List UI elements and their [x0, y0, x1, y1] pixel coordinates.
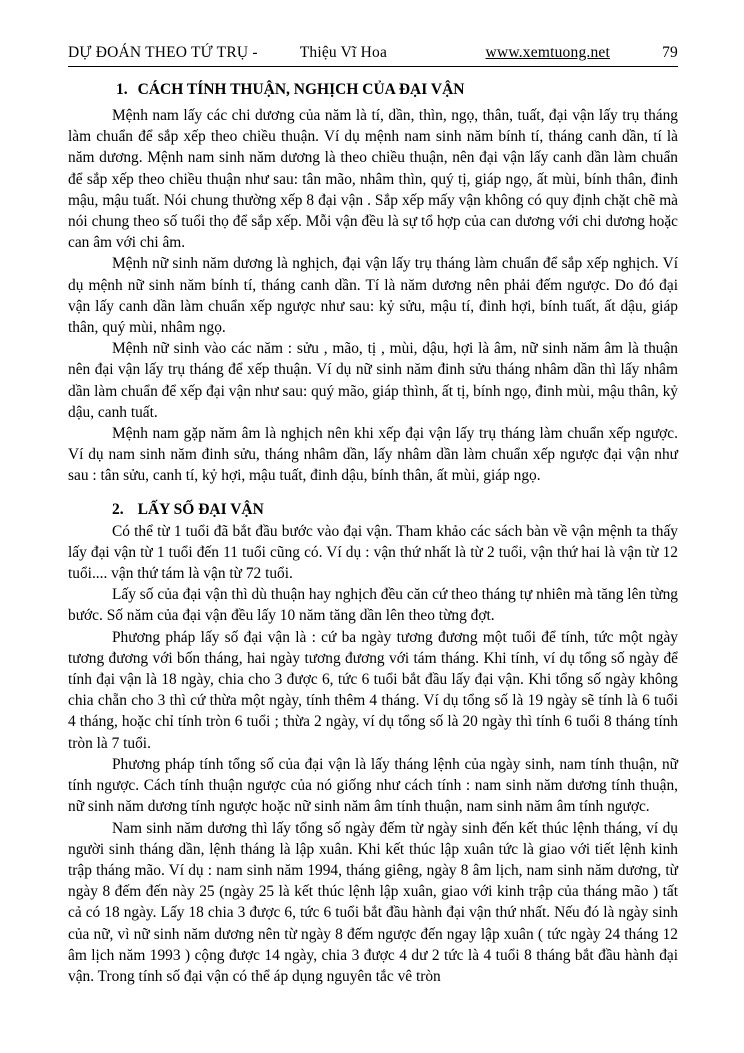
paragraph: Có thể từ 1 tuổi đã bắt đầu bước vào đại vận. Tham khảo các sách bàn về vận mệnh ta thấy lấy đại vận từ 1 tuổi đến 11 tuổi cũng có. Ví dụ : vận thứ nhất là từ 2 tuổi, vận thứ hai là vận từ 12 tuổi.... vận thứ tám là vận từ 72 tuổi. — [68, 522, 678, 583]
header-divider — [68, 66, 678, 67]
paragraph: Nam sinh năm dương thì lấy tổng số ngày đếm từ ngày sinh đến kết thúc lệnh tháng, ví dụ người sinh tháng dần, lệnh tháng là lập xuân. Khi kết thúc lập xuân tức là giao với tiết lệnh kinh trập tháng mão. Ví dụ : nam sinh năm 1994, tháng giêng, ngày 8 âm lịch, nam sinh năm dương, từ ngày 8 đếm đến này 25 (ngày 25 là kết thúc lệnh lập xuân, giao với kinh trập của tháng mão ) tất cả có 18 ngày. Lấy 18 chia 3 được 6, tức 6 tuổi bắt đầu hành đại vận thứ nhất. Nếu đó là ngày sinh của nữ, vì nữ sinh năm dương nên từ ngày 8 đếm ngược đến ngay lập xuân ( tức ngày 24 tháng 12 âm lịch năm 1993 ) cộng được 14 ngày, chia 3 được 4 dư 2 tức là 4 tuổi 8 tháng bắt đầu hành đại vận. Trong tính số đại vận có thể áp dụng nguyên tắc vê tròn — [68, 819, 678, 985]
section-2-title: LẤY SỐ ĐẠI VẬN — [137, 500, 264, 518]
paragraph: Mệnh nam lấy các chi dương của năm là tí, dần, thìn, ngọ, thân, tuất, đại vận lấy trụ tháng làm chuẩn để sắp xếp theo chiều thuận. Ví dụ mệnh nam sinh năm bính tí, tháng canh dần, tí là năm dương. Mệnh nam sinh năm dương là theo chiều thuận, nên đại vận lấy canh dần làm chuẩn để sắp xếp theo chiều thuận như sau: tân mão, nhâm thìn, quý tị, giáp ngọ, ất mùi, bính thân, đinh mậu, mậu tuất. Nói chung thường xếp 8 đại vận . Sắp xếp mấy vận không có quy định chặt chẽ mà nói chung theo số tuổi thọ để sắp xếp. Mỗi vận đều là sự tổ hợp của can dương với chi dương hoặc can âm với chi âm. — [68, 107, 678, 252]
paragraph: Mệnh nam gặp năm âm là nghịch nên khi xếp đại vận lấy trụ tháng làm chuẩn xếp ngược. Ví dụ nam sinh năm đinh sửu, tháng nhâm dần, lấy nhâm dần làm chuẩn xếp ngược đại vận như sau : tân sửu, canh tí, kỷ hợi, mậu tuất, đinh dậu, bính thân, ất mùi, giáp ngọ. — [68, 425, 678, 485]
header-page-number: 79 — [662, 44, 678, 61]
header-author: Thiệu Vĩ Hoa — [299, 44, 388, 61]
paragraph: Phương pháp tính tổng số của đại vận là lấy tháng lệnh của ngày sinh, nam tính thuận, nữ tính ngược. Cách tính thuận ngược của nó giống như cách tính : nam sinh năm dương tính thuận, nữ sinh năm dương tính ngược hoặc nữ sinh năm âm tính thuận, nam sinh năm âm tính ngược. — [68, 755, 678, 816]
paragraph: Mệnh nữ sinh vào các năm : sửu , mão, tị , mùi, dậu, hợi là âm, nữ sinh năm âm là thuận nên đại vận lấy trụ tháng để xếp thuận. Ví dụ nữ sinh năm đinh sửu tháng nhâm dần thì lấy nhâm dần làm chuẩn để xếp đại vận như sau: quý mão, giáp thình, ất tị, bính ngọ, đinh mùi, mậu thân, kỷ dậu, canh tuất. — [68, 340, 678, 421]
header-website-link[interactable]: www.xemtuong.net — [485, 44, 610, 61]
section-2-heading — [68, 501, 678, 519]
paragraph: Mệnh nữ sinh năm dương là nghịch, đại vận lấy trụ tháng làm chuẩn để sắp xếp nghịch. Ví dụ mệnh nữ sinh năm bính tí, tháng canh dần. Tí là năm dương nên phải đếm ngược. Do đó đại vận lấy canh dần làm chuẩn xếp ngược như sau: kỷ sửu, mậu tí, đinh hợi, bính tuất, ất dậu, giáp thân, quý mùi, nhâm ngọ. — [68, 255, 678, 337]
paragraph: Phương pháp lấy số đại vận là : cứ ba ngày tương đương một tuổi để tính, tức một ngày tương đương với bốn tháng, hai ngày tương đương với tám tháng. Khi tính, ví dụ tổng số ngày để tính đại vận là 18 ngày, chia cho 3 được 6, tức 6 tuổi bắt đầu lấy đại vận. Khi tổng số ngày không chia chẵn cho 3 thì cứ thừa một ngày, tính thêm 4 tháng. Ví dụ tổng số là 19 ngày sẽ tính là 6 tuổi 4 tháng, hoặc chỉ tính tròn 6 tuổi ; thừa 2 ngày, ví dụ tổng số là 20 ngày thì tính 6 tuổi 8 tháng tính tròn là 7 tuổi. — [68, 628, 678, 752]
page-header — [68, 44, 678, 65]
header-book-title: DỰ ĐOÁN THEO TỨ TRỤ - — [68, 44, 258, 61]
section-1-title: CÁCH TÍNH THUẬN, NGHỊCH CỦA ĐẠI VẬN — [137, 81, 465, 98]
section-2 — [68, 501, 678, 987]
section-1 — [68, 81, 678, 487]
page-content — [68, 44, 678, 987]
section-2-number: 2. — [112, 500, 124, 518]
section-1-number: 1. — [116, 81, 128, 98]
paragraph: Lấy số của đại vận thì dù thuận hay nghịch đều căn cứ theo tháng tự nhiên mà tăng lên từng bước. Số năm của đại vận đều lấy 10 năm tăng dần lên theo từng đợt. — [68, 586, 678, 625]
section-1-heading — [68, 81, 678, 99]
